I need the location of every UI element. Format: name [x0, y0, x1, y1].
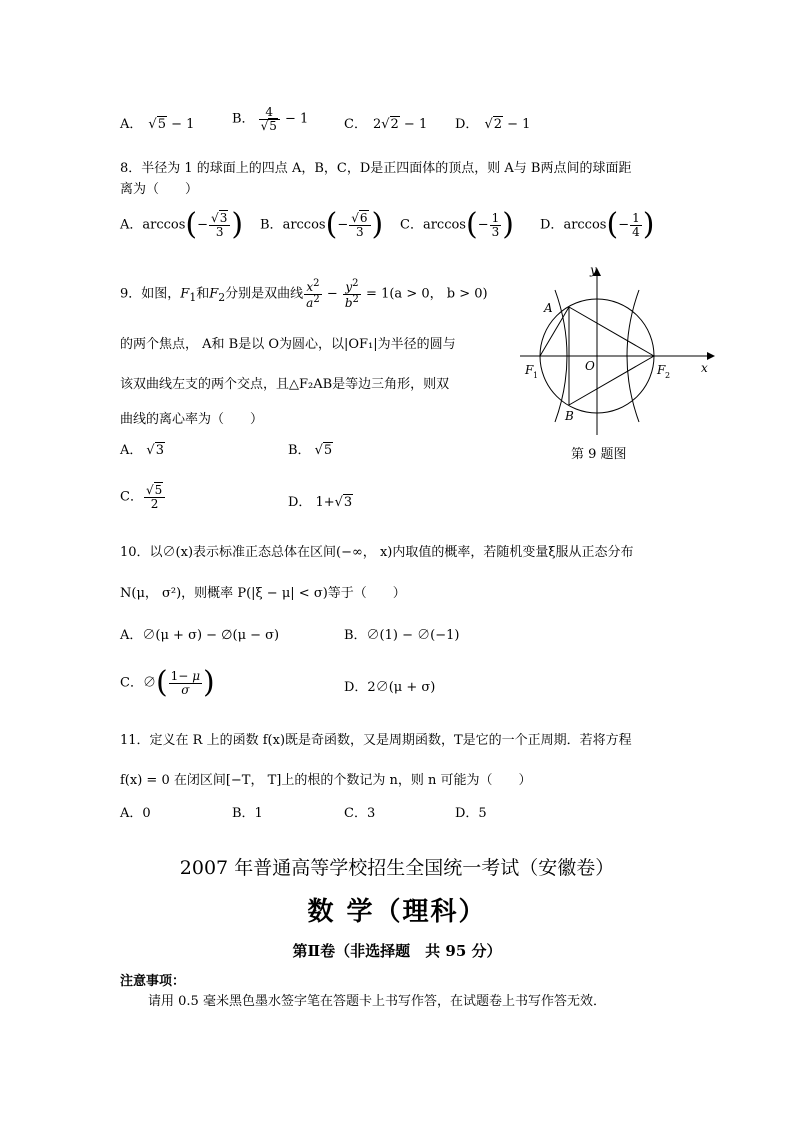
q7-option-a: A． √5 − 1: [120, 117, 195, 132]
q9-option-a: A． √3: [120, 443, 164, 458]
q8-option-b: B．arccos(− $\frac{√6}{3}$ ): [260, 207, 384, 242]
svg-text:O: O: [585, 359, 595, 373]
subject-title: 数 学（理科）: [307, 897, 487, 927]
q10-option-b: B．∅(1) − ∅(−1): [344, 628, 460, 643]
q9-option-c: C． $\frac{√5}{2}$: [120, 484, 166, 510]
exam-title: 2007 年普通高等学校招生全国统一考试（安徽卷）: [179, 857, 615, 879]
q11-stem-line2: f(x) = 0 在闭区间[−T， T]上的根的个数记为 n，则 n 可能为（ ）: [120, 773, 532, 788]
q7-option-c: C． 2√2 − 1: [344, 117, 428, 132]
q10-stem-line1: 10．以∅(x)表示标准正态总体在区间(−∞， x)内取值的概率，若随机变量ξ服从正态分布: [120, 545, 634, 560]
svg-text:B: B: [565, 409, 574, 423]
q9-figure: [515, 260, 715, 440]
svg-text:A: A: [544, 301, 553, 315]
q11-option-b: B．1: [232, 806, 263, 821]
q10-stem-line2: N(μ， σ²)，则概率 P(|ξ − μ| < σ)等于（ ）: [120, 586, 406, 601]
q10-option-d: D．2∅(μ + σ): [344, 680, 436, 695]
part-title: 第Ⅱ卷（非选择题 共 95 分）: [292, 942, 502, 960]
svg-text:1: 1: [533, 371, 539, 380]
q9-stem-line2: 的两个焦点， A和 B是以 O为圆心，以|OF₁|为半径的圆与: [120, 337, 456, 352]
svg-text:F: F: [657, 363, 666, 377]
q11-stem-line1: 11．定义在 R 上的函数 f(x)既是奇函数，又是周期函数，T是它的一个正周期．若将方程: [120, 733, 632, 748]
q8-stem-line1: 8．半径为 1 的球面上的四点 A，B，C，D是正四面体的顶点，则 A与 B两点间的球面距: [120, 161, 632, 176]
q9-stem-line3: 该双曲线左支的两个交点，且△F₂AB是等边三角形，则双: [120, 377, 450, 392]
q11-option-a: A．0: [120, 806, 151, 821]
q8-option-c: C．arccos(− $\frac{1}{3}$ ): [400, 207, 514, 242]
notice-text: 请用 0.5 毫米黑色墨水签字笔在答题卡上书写作答，在试题卷上书写作答无效．: [148, 994, 606, 1009]
svg-text:F: F: [525, 363, 534, 377]
q9-stem-line1: 9．如图，$F_1$和$F_2$分别是双曲线 $\frac{x^2}{a^2}$ − $\frac{y^2}{b^2}$ = 1(a > 0， b > 0): [120, 278, 488, 310]
q9-figure-caption: 第 9 题图: [571, 447, 627, 462]
q8-stem-line2: 离为（ ）: [120, 182, 199, 197]
q8-option-d: D．arccos(− $\frac{1}{4}$ ): [540, 207, 655, 242]
svg-text:x: x: [701, 361, 708, 375]
svg-text:y: y: [590, 263, 597, 277]
notice-label: 注意事项：: [120, 974, 186, 989]
q10-option-a: A．∅(μ + σ) − ∅(μ − σ): [120, 628, 280, 643]
q10-option-c: C．∅( $\frac{1- \mu}{\sigma}$ ): [120, 665, 215, 700]
q9-stem-line4: 曲线的离心率为（ ）: [120, 412, 264, 427]
svg-text:2: 2: [665, 371, 671, 380]
q9-option-b: B． √5: [288, 443, 333, 458]
q7-option-b: B． $\frac{4}{√5}$ − 1: [232, 105, 309, 133]
q9-option-d: D． 1+√3: [288, 495, 353, 510]
q11-option-c: C．3: [344, 806, 376, 821]
q7-option-d: D． √2 − 1: [455, 117, 531, 132]
q11-option-d: D．5: [455, 806, 487, 821]
q8-option-a: A．arccos(− $\frac{√3}{3}$ ): [120, 207, 244, 242]
